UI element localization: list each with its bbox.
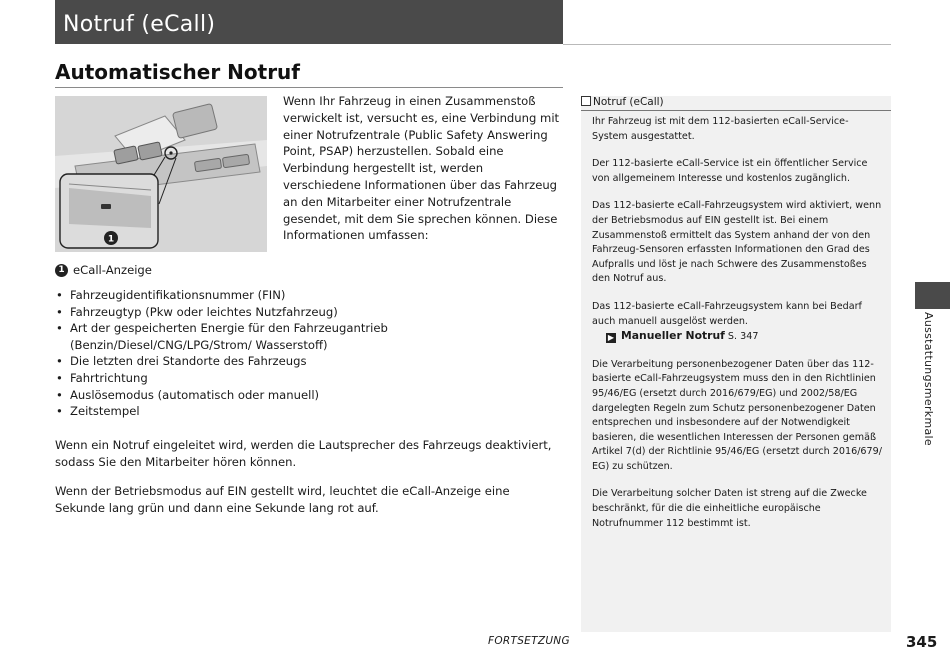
- sidebar-title: Notruf (eCall): [593, 96, 664, 108]
- list-item: • Fahrzeugidentifikationsnummer (FIN): [55, 287, 563, 304]
- list-item: • Zeitstempel: [55, 403, 563, 420]
- sidebar-body: [592, 115, 882, 544]
- sidebar-paragraph-manual: [592, 300, 882, 345]
- xref-label[interactable]: Manueller Notruf: [621, 329, 725, 343]
- list-item: • Fahrtrichtung: [55, 370, 563, 387]
- list-item: • Auslösemodus (automatisch oder manuell): [55, 387, 563, 404]
- callout-caption: [55, 263, 152, 277]
- notes-sidebar: [581, 96, 891, 632]
- list-item: • Fahrzeugtyp (Pkw oder leichtes Nutzfahrzeug): [55, 304, 563, 321]
- indicator-paragraph: Wenn der Betriebsmodus auf EIN gestellt wird, leuchtet die eCall-Anzeige eine Sekunde lang grün und dann eine Sekunde lang rot auf.: [55, 484, 510, 515]
- info-bullet-list: [55, 287, 563, 420]
- figure-callout-number: 1: [107, 234, 115, 245]
- title-rule: [563, 44, 891, 45]
- chapter-title-bar: [55, 0, 563, 44]
- sidebar-paragraph: Der 112-basierte eCall-Service ist ein öffentlicher Service von allgemeinem Interesse und kostenlos zugänglich.: [592, 158, 868, 184]
- sidebar-paragraph: Ihr Fahrzeug ist mit dem 112-basierten eCall-Service-System ausgestattet.: [592, 116, 849, 142]
- page-number: 345: [906, 633, 938, 651]
- overhead-console-figure: [55, 96, 267, 252]
- xref-page: S. 347: [727, 331, 759, 343]
- speaker-paragraph: Wenn ein Notruf eingeleitet wird, werden die Lautsprecher des Fahrzeugs deaktiviert, sodass Sie den Mitarbeiter hören können.: [55, 438, 552, 469]
- section-heading: Automatischer Notruf: [55, 60, 300, 84]
- chapter-title: Notruf (eCall): [63, 12, 216, 37]
- list-item: • Art der gespeicherten Energie für den Fahrzeugantrieb (Benzin/Diesel/CNG/LPG/Strom/ Wasserstoff): [55, 320, 563, 353]
- sidebar-paragraph: Die Verarbeitung personenbezogener Daten über das 112-basierte eCall-Fahrzeugsystem muss den in den Richtlinien 95/46/EG (ersetzt durch 2016/679/EG) und 2002/58/EG dargelegten Regeln zum Schutz personenbezogener Daten entsprechen und insbesondere auf der Notwendigkeit basieren, die wesentlichen Interessen der Personen gemäß Artikel 7(d) der Richtlinie 95/46/EG (ersetzt durch 2016/679/ EG) zu schützen.: [592, 358, 882, 472]
- sidebar-paragraph: Die Verarbeitung solcher Daten ist streng auf die Zwecke beschränkt, für die die einheitliche europäische Notrufnummer 112 bestimmt ist.: [592, 488, 867, 529]
- arrow-right-icon: ▶: [607, 333, 615, 343]
- reference-marker-icon: [581, 96, 591, 106]
- chapter-side-tab[interactable]: [915, 282, 950, 309]
- manual-call-cross-reference[interactable]: [606, 329, 882, 345]
- sidebar-paragraph: Das 112-basierte eCall-Fahrzeugsystem wird aktiviert, wenn der Betriebsmodus auf EIN gestellt ist. Bei einem Zusammenstoß ermittelt das System anhand der von den Fahrzeug-Sensoren erfassten Informationen den Grad des Aufpralls und löst je nach Schwere des Zusammenstoßes den Notruf aus.: [592, 200, 882, 285]
- continued-label: FORTSETZUNG: [488, 635, 570, 647]
- side-tab-label: Ausstattungsmerkmale: [922, 312, 935, 446]
- callout-number-badge: 1: [55, 264, 68, 277]
- sidebar-header: [581, 96, 891, 111]
- list-item: • Die letzten drei Standorte des Fahrzeugs: [55, 353, 563, 370]
- heading-rule: [55, 87, 563, 88]
- overhead-console-illustration: [55, 96, 267, 252]
- intro-paragraph: Wenn Ihr Fahrzeug in einen Zusammenstoß verwickelt ist, versucht es, eine Verbindung mit einer Notrufzentrale (Public Safety Answering Point, PSAP) herzustellen. Sobald eine Verbindung hergestellt ist, werden verschiedene Informationen über das Fahrzeug an den Mitarbeiter einer Notrufzentrale gesendet, mit dem Sie sprechen können. Diese Informationen umfassen:: [283, 94, 560, 243]
- callout-label: eCall-Anzeige: [73, 263, 152, 277]
- sidebar-paragraph: Das 112-basierte eCall-Fahrzeugsystem kann bei Bedarf auch manuell ausgelöst werden.: [592, 300, 862, 327]
